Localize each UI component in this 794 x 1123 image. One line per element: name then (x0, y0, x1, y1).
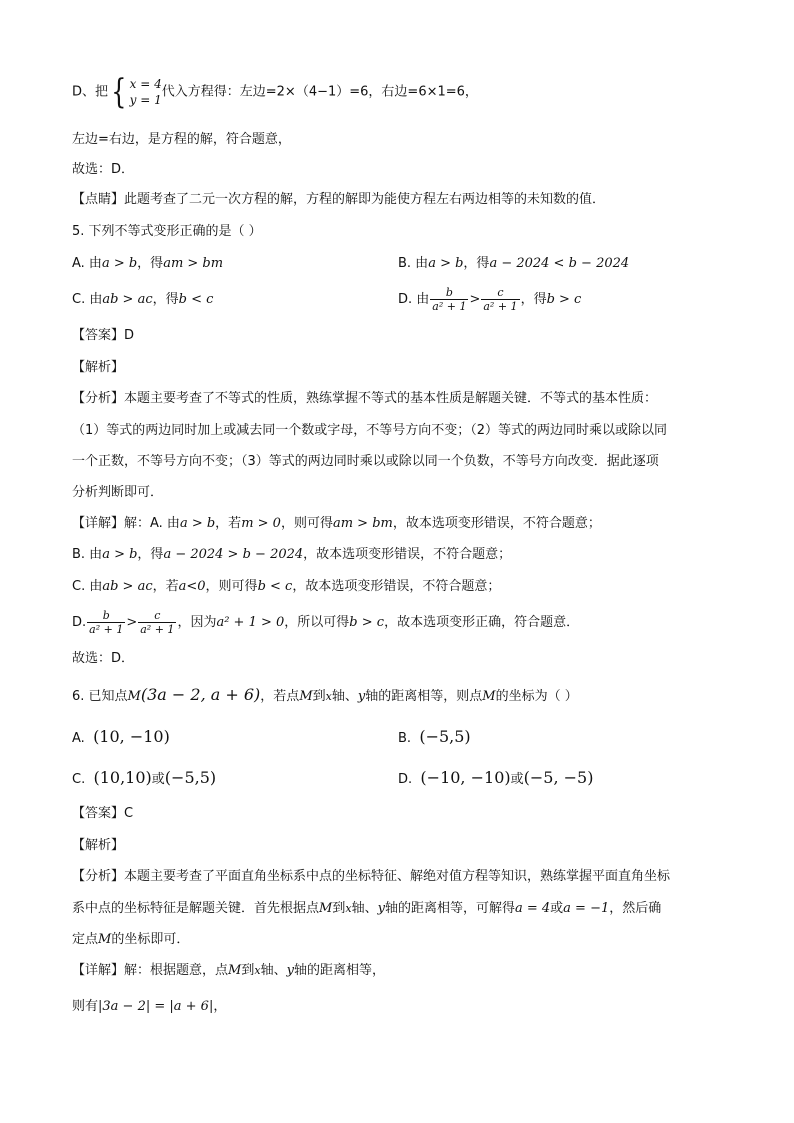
tip-paragraph: 【点睛】此题考查了二元一次方程的解，方程的解即为能使方程左右两边相等的未知数的值． (72, 192, 606, 207)
detail-5-c: C. 由ab > ac，若a<0，则可得b < c，故本选项变形错误，不符合题意； (72, 579, 501, 594)
left-brace-icon: { (111, 71, 127, 112)
text: D、把 (72, 84, 109, 100)
analysis-5-line-3: 一个正数，不等号方向不变；（3）等式的两边同时乘以或除以同一个负数，不等号方向改变．据此逐项 (72, 454, 659, 469)
detail-6-line-1: 【详解】解：根据题意，点M到x轴、y轴的距离相等， (72, 963, 385, 978)
q5-option-c: C. 由ab > ac，得b < c (72, 292, 214, 307)
q6-option-c: C. (10,10)或(−5,5) (72, 768, 217, 787)
system-eq-2: y = 1 (129, 92, 162, 107)
q6-option-a: A. (10, −10) (72, 727, 170, 746)
q5-option-d: D. 由 $\frac{b}{\text{a² + 1}}$ > $\frac{c}{\text{a² + 1}}$ ，得b > c (398, 286, 582, 313)
fraction: $\frac{c}{\text{a² + 1}}$ (140, 609, 175, 636)
answer-5: 【答案】D (72, 328, 135, 343)
choice-5: 故选：D． (72, 651, 135, 666)
question-6-title: 6. 已知点M(3a − 2, a + 6)，若点M到x轴、y轴的距离相等，则点M的坐标为（ ） (72, 685, 578, 704)
analysis-5-line-2: （1）等式的两边同时加上或减去同一个数或字母，不等号方向不变；（2）等式的两边同时乘以或除以同 (72, 423, 668, 438)
equation-system (108, 72, 162, 112)
analysis-6-line-1: 【分析】本题主要考查了平面直角坐标系中点的坐标特征、解绝对值方程等知识，熟练掌握平面直角坐标 (72, 869, 671, 884)
fraction: $\frac{b}{\text{a² + 1}}$ (89, 609, 124, 636)
q6-option-b: B. (−5,5) (398, 727, 471, 746)
paragraph: 左边=右边，是方程的解，符合题意， (72, 132, 291, 147)
q5-option-a: A. 由a > b，得am > bm (72, 256, 224, 271)
analysis-6-line-2: 系中点的坐标特征是解题关键．首先根据点M到x轴、y轴的距离相等，可解得a = 4或a = −1，然后确 (72, 901, 662, 916)
analysis-header-5: 【解析】 (72, 360, 125, 375)
analysis-6-line-3: 定点M的坐标即可． (72, 932, 190, 947)
detail-6-line-2: 则有|3a − 2| = |a + 6|， (72, 999, 227, 1014)
system-eq-1: x = 4 (129, 76, 162, 91)
analysis-header-6: 【解析】 (72, 838, 125, 853)
q5-option-b: B. 由a > b，得a − 2024 < b − 2024 (398, 256, 630, 271)
detail-5-d: D. $\frac{b}{\text{a² + 1}}$ > $\frac{c}{\text{a² + 1}}$ ，因为a² + 1 > 0，所以可得b > c，故本选项变形正确，符合题意． (72, 609, 580, 636)
option-d-substitution-line (72, 72, 478, 113)
paragraph: 故选：D． (72, 162, 135, 177)
detail-5-a: 【详解】解：A. 由a > b，若m > 0，则可得am > bm，故本选项变形错误，不符合题意； (72, 516, 601, 531)
fraction: $\frac{c}{\text{a² + 1}}$ (483, 286, 518, 313)
detail-5-b: B. 由a > b，得a − 2024 > b − 2024，故本选项变形错误，不符合题意； (72, 547, 512, 562)
q6-option-d: D. (−10, −10)或(−5, −5) (398, 768, 594, 787)
fraction: $\frac{b}{\text{a² + 1}}$ (432, 286, 467, 313)
answer-6: 【答案】C (72, 806, 134, 821)
text: 代入方程得：左边=2×（4−1）=6，右边=6×1=6， (161, 84, 478, 100)
analysis-5-line-4: 分析判断即可． (72, 485, 164, 500)
question-5-title: 5. 下列不等式变形正确的是（ ） (72, 224, 262, 239)
analysis-5-line-1: 【分析】本题主要考查了不等式的性质，熟练掌握不等式的基本性质是解题关键．不等式的基本性质： (72, 391, 658, 406)
